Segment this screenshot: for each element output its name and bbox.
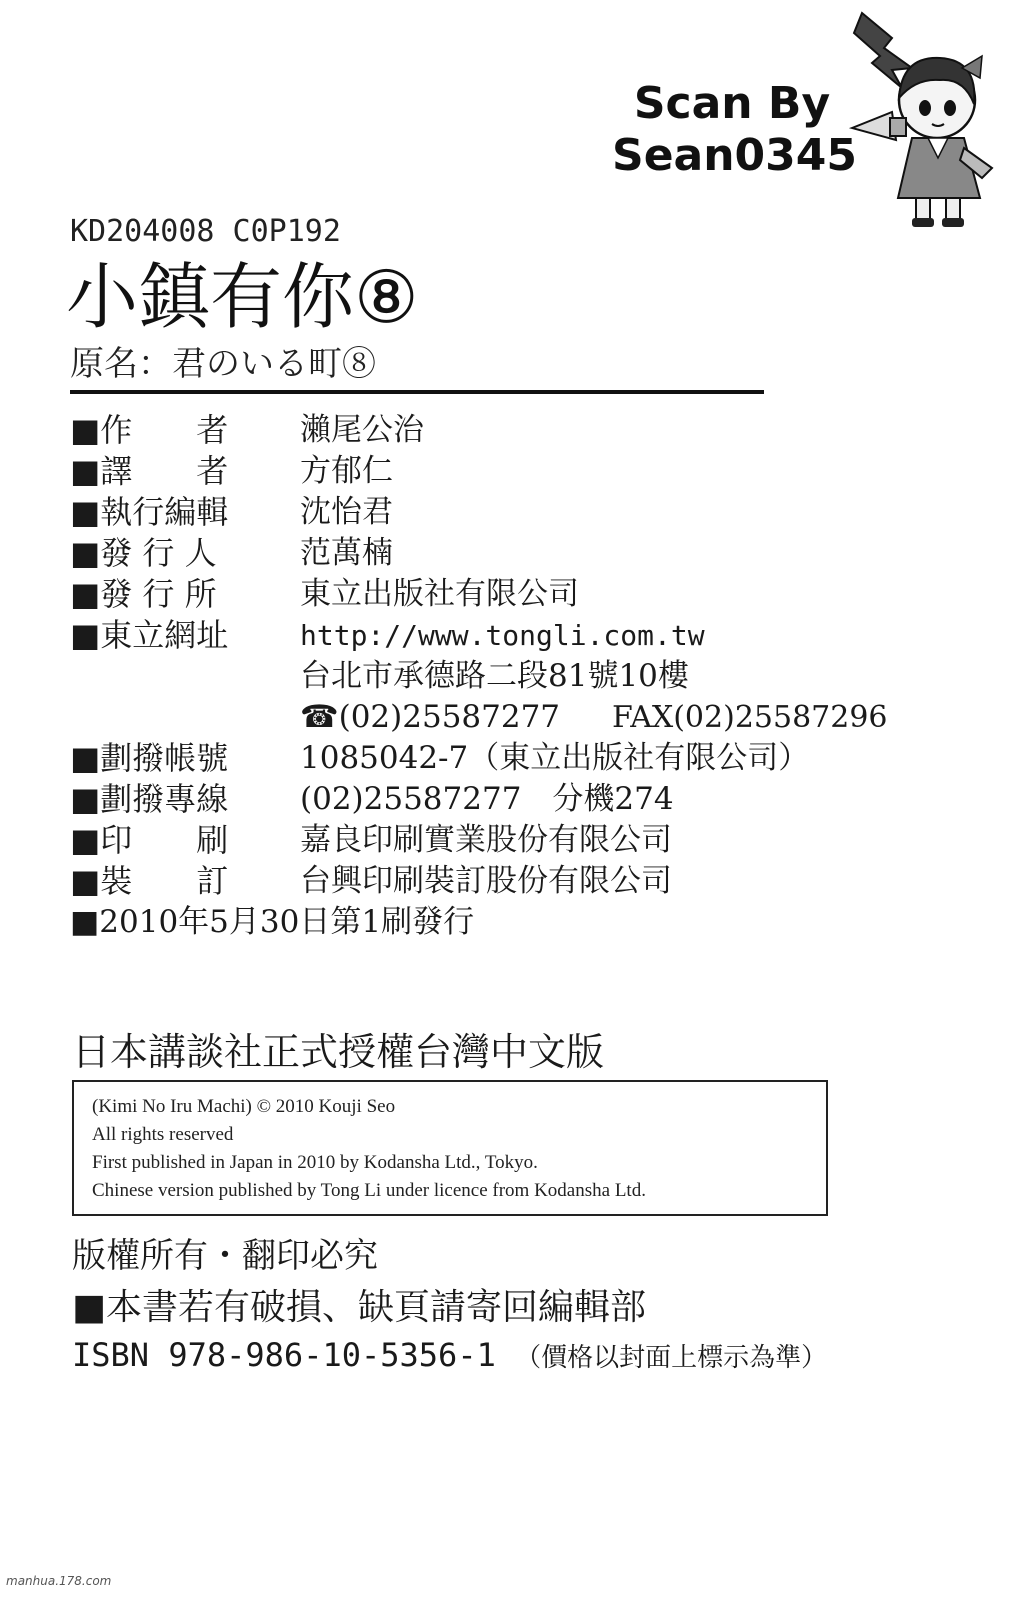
info-row-publisher — [70, 574, 890, 615]
row-value: 東立出版社有限公司 — [300, 576, 579, 612]
first-print-date: ■2010年5月30日第1刷發行 — [70, 904, 475, 940]
scan-credit-line2: Sean0345 — [612, 130, 858, 181]
isbn-line — [72, 1332, 827, 1381]
info-row-binding — [70, 861, 890, 902]
row-label: ■執行編輯 — [70, 493, 229, 531]
info-row-printing — [70, 820, 890, 861]
rights-reserved: 版權所有・翻印必究 — [72, 1236, 378, 1276]
row-label: ■裝 訂 — [70, 862, 229, 900]
row-label: ■東立網址 — [70, 616, 229, 654]
info-row-postal-account — [70, 738, 890, 779]
row-label: ■譯 者 — [70, 452, 229, 490]
publication-info — [70, 410, 890, 943]
address-value: 台北市承德路二段81號10樓 — [300, 658, 689, 694]
row-value: 嘉良印刷實業股份有限公司 — [300, 822, 672, 858]
row-value: 范萬楠 — [300, 535, 393, 571]
info-row-editor — [70, 492, 890, 533]
row-label: ■印 刷 — [70, 821, 229, 859]
row-value: 台興印刷裝訂股份有限公司 — [300, 863, 672, 899]
product-code: KD204008 C0P192 — [70, 214, 341, 249]
copyright-line: First published in Japan in 2010 by Kodansha Ltd., Tokyo. — [92, 1152, 538, 1173]
site-watermark: manhua.178.com — [6, 1574, 112, 1588]
info-row-translator — [70, 451, 890, 492]
copyright-line: (Kimi No Iru Machi) © 2010 Kouji Seo — [92, 1096, 396, 1117]
row-label: ■劃撥帳號 — [70, 739, 229, 777]
info-row-publisher-person — [70, 533, 890, 574]
info-row-first-print — [70, 902, 890, 943]
row-value: 1085042-7（東立出版社有限公司） — [300, 740, 810, 776]
title-divider — [70, 390, 764, 394]
row-value: 方郁仁 — [300, 453, 393, 489]
info-row-postal-line — [70, 779, 890, 820]
info-row-website — [70, 615, 890, 656]
copyright-line: All rights reserved — [92, 1124, 234, 1145]
scan-credit — [612, 78, 858, 182]
book-title: 小鎮有你⑧ — [66, 255, 419, 339]
website-link[interactable]: http://www.tongli.com.tw — [300, 619, 705, 652]
row-label: ■劃撥專線 — [70, 780, 229, 818]
original-title: 原名：君のいる町⑧ — [70, 344, 376, 384]
isbn-number: ISBN 978-986-10-5356-1 — [72, 1336, 496, 1374]
info-row-address — [70, 656, 890, 697]
row-value: (02)25587277 分機274 — [300, 781, 674, 817]
row-value: 瀨尾公治 — [300, 412, 424, 448]
defect-notice: ■本書若有破損、缺頁請寄回編輯部 — [72, 1287, 647, 1328]
phone-value: ☎(02)25587277 — [300, 699, 561, 735]
price-note: （價格以封面上標示為準） — [515, 1343, 828, 1373]
info-row-author — [70, 410, 890, 451]
mascot-illustration — [832, 8, 1002, 233]
scan-credit-line1: Scan By — [633, 78, 831, 129]
authorized-edition: 日本講談社正式授權台灣中文版 — [72, 1030, 605, 1074]
copyright-line: Chinese version published by Tong Li under licence from Kodansha Ltd. — [92, 1180, 646, 1201]
row-label: ■發 行 所 — [70, 575, 217, 613]
fax-value: FAX(02)25587296 — [612, 700, 888, 735]
info-row-phone — [70, 697, 890, 738]
row-label: ■發 行 人 — [70, 534, 217, 572]
copyright-box — [72, 1080, 828, 1216]
row-value: 沈怡君 — [300, 494, 393, 530]
row-label: ■作 者 — [70, 411, 229, 449]
